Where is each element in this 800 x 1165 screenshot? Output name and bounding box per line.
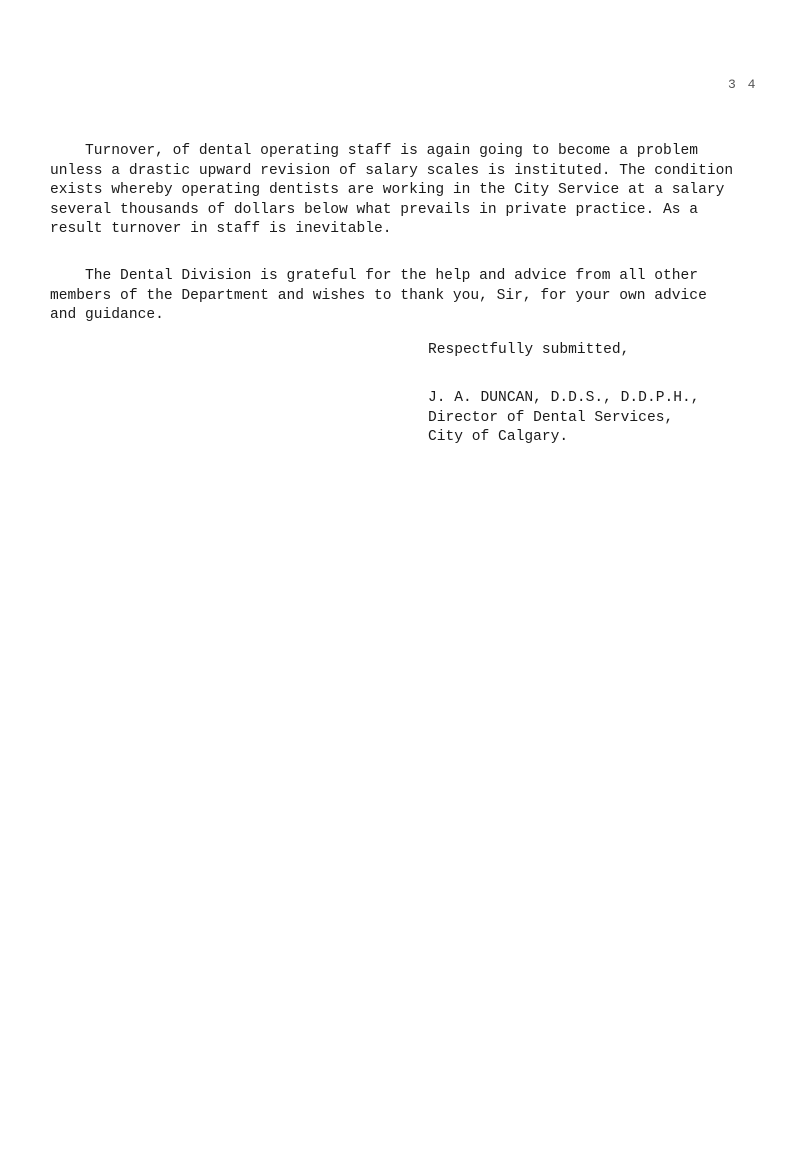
signature-name: J. A. DUNCAN, D.D.S., D.D.P.H., (428, 390, 700, 406)
signature-organization: City of Calgary. (428, 429, 569, 445)
paragraph-line: result turnover in staff is inevitable. (50, 221, 392, 237)
paragraph-line: unless a drastic upward revision of salary scales is instituted. The condition (50, 162, 734, 179)
signature-block (428, 389, 700, 448)
paragraph-turnover (50, 142, 800, 240)
closing-line: Respectfully submitted, (428, 342, 630, 358)
paragraph-line: and guidance. (50, 307, 164, 323)
paragraph-line: exists whereby operating dentists are working in the City Service at a salary (50, 182, 725, 198)
paragraph-line: several thousands of dollars below what prevails in private practice. As a (50, 201, 699, 218)
paragraph-acknowledgement (50, 267, 800, 326)
paragraph-line: The Dental Division is grateful for the help and advice from all other (50, 268, 699, 284)
page-number: 3 4 (728, 77, 758, 92)
signature-title: Director of Dental Services, (428, 409, 674, 426)
paragraph-line: members of the Department and wishes to thank you, Sir, for your own advice (50, 287, 707, 304)
paragraph-line: Turnover, of dental operating staff is again going to become a problem (50, 143, 699, 159)
